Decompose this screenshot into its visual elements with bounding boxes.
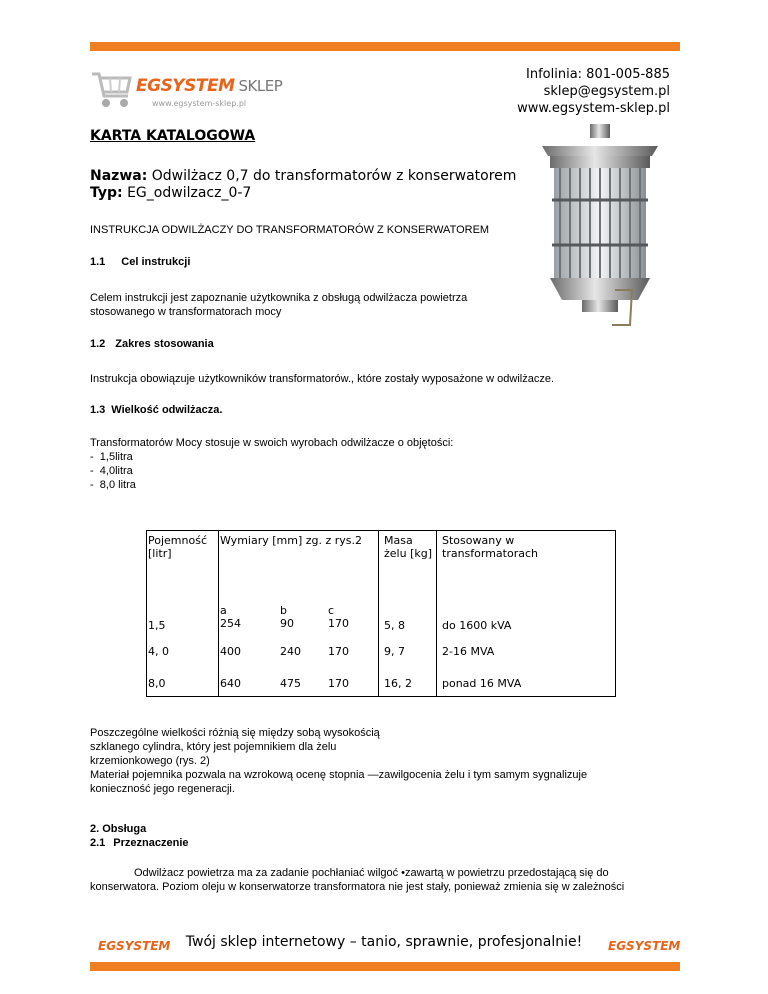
name-label: Nazwa:	[90, 168, 148, 184]
header-capacity: Pojemność [litr]	[148, 534, 207, 560]
table-cell: 16, 2	[384, 677, 412, 690]
list-item: - 4,0litra	[90, 465, 133, 477]
table-cell: do 1600 kVA	[442, 619, 512, 632]
header-used: Stosowany w transformatorach	[442, 534, 538, 560]
header-dims: Wymiary [mm] zg. z rys.2	[220, 534, 363, 547]
contact-info	[517, 66, 670, 117]
egsystem-logo[interactable]	[90, 68, 290, 112]
footer-logo-right: EGSYSTEM	[608, 939, 681, 953]
section-1-2-text: Instrukcja obowiązuje użytkowników transformatorów., które zostały wyposażone w odwilżacze.	[90, 373, 555, 385]
table-cell: 2-16 MVA	[442, 645, 495, 658]
logo-url: www.egsystem-sklep.pl	[152, 99, 247, 108]
table-cell: c 170	[328, 604, 349, 630]
top-orange-bar	[90, 42, 680, 51]
table-cell: 8,0	[148, 677, 166, 690]
hotline: Infolinia: 801-005-885	[526, 67, 670, 82]
capacity-list	[90, 450, 136, 492]
product-name: Odwilżacz 0,7 do transformatorów z konserwatorem	[147, 168, 517, 184]
header-mass: Masa żelu [kg]	[384, 534, 433, 560]
product-name-block	[90, 168, 516, 202]
table-cell: 4, 0	[148, 645, 169, 658]
table-cell: 640	[220, 677, 241, 690]
table-cell: 5, 8	[384, 619, 405, 632]
dehydrator-illustration	[520, 120, 680, 335]
table-cell: b 90	[280, 604, 294, 630]
table-cell: 475	[280, 677, 301, 690]
email-link[interactable]: sklep@egsystem.pl	[543, 84, 670, 99]
instruction-title: INSTRUKCJA ODWILŻACZY DO TRANSFORMATORÓW Z KONSERWATOREM	[90, 224, 490, 236]
section-1-3-intro: Transformatorów Mocy stosuje w swoich wyrobach odwilżacze o objętości:	[90, 437, 454, 449]
list-item: - 8,0 litra	[90, 479, 136, 491]
section-2-heading: 2. Obsługa	[90, 823, 147, 835]
type-label: Typ:	[90, 185, 123, 201]
table-cell: ponad 16 MVA	[442, 677, 522, 690]
table-cell: a 254	[220, 604, 241, 630]
table-cell: 240	[280, 645, 301, 658]
footer-logo-left: EGSYSTEM	[98, 939, 171, 953]
product-image	[520, 120, 680, 335]
product-type: EG_odwilzacz_0-7	[122, 185, 252, 201]
shopping-cart-icon	[90, 68, 134, 112]
section-2-1-heading: 2.1 Przeznaczenie	[90, 837, 189, 849]
section-1-3-heading: 1.3 Wielkość odwilżacza.	[90, 404, 223, 416]
section-1-2-heading: 1.2 Zakres stosowania	[90, 338, 214, 350]
table-cell: 170	[328, 677, 349, 690]
website-link[interactable]: www.egsystem-sklep.pl	[517, 101, 670, 116]
table-cell: 9, 7	[384, 645, 405, 658]
table-cell: 1,5	[148, 619, 166, 632]
footer-slogan: Twój sklep internetowy – tanio, sprawnie, profesjonalnie!	[185, 934, 583, 950]
after-table-paragraph: Poszczególne wielkości różnią się między sobą wysokością szklanego cylindra, który jest pojemnikiem dla żelu krzemionkowego (rys. 2) Materiał pojemnika pozwala na wzrokową ocenę stopnia —zawilgocenia żelu i tym samym sygnalizuje konieczność jego regeneracji.	[90, 727, 588, 795]
spec-table	[146, 533, 614, 697]
page-title: KARTA KATALOGOWA	[90, 128, 256, 144]
list-item: - 1,5litra	[90, 451, 133, 463]
bottom-orange-bar	[90, 962, 680, 971]
section-2-1-text: Odwilżacz powietrza ma za zadanie pochłaniać wilgoć •zawartą w powietrzu przedostającą się do konserwatora. Poziom oleju w konserwatorze transformatora nie jest stały, ponieważ zmienia się w zależności	[90, 867, 625, 893]
table-cell: 170	[328, 645, 349, 658]
section-1-1-heading: 1.1 Cel instrukcji	[90, 256, 191, 268]
section-1-1-text: Celem instrukcji jest zapoznanie użytkownika z obsługą odwilżacza powietrza stosowanego w transformatorach mocy	[90, 292, 468, 318]
table-cell: 400	[220, 645, 241, 658]
logo-wordmark: EGSYSTEM SKLEP	[136, 76, 283, 96]
